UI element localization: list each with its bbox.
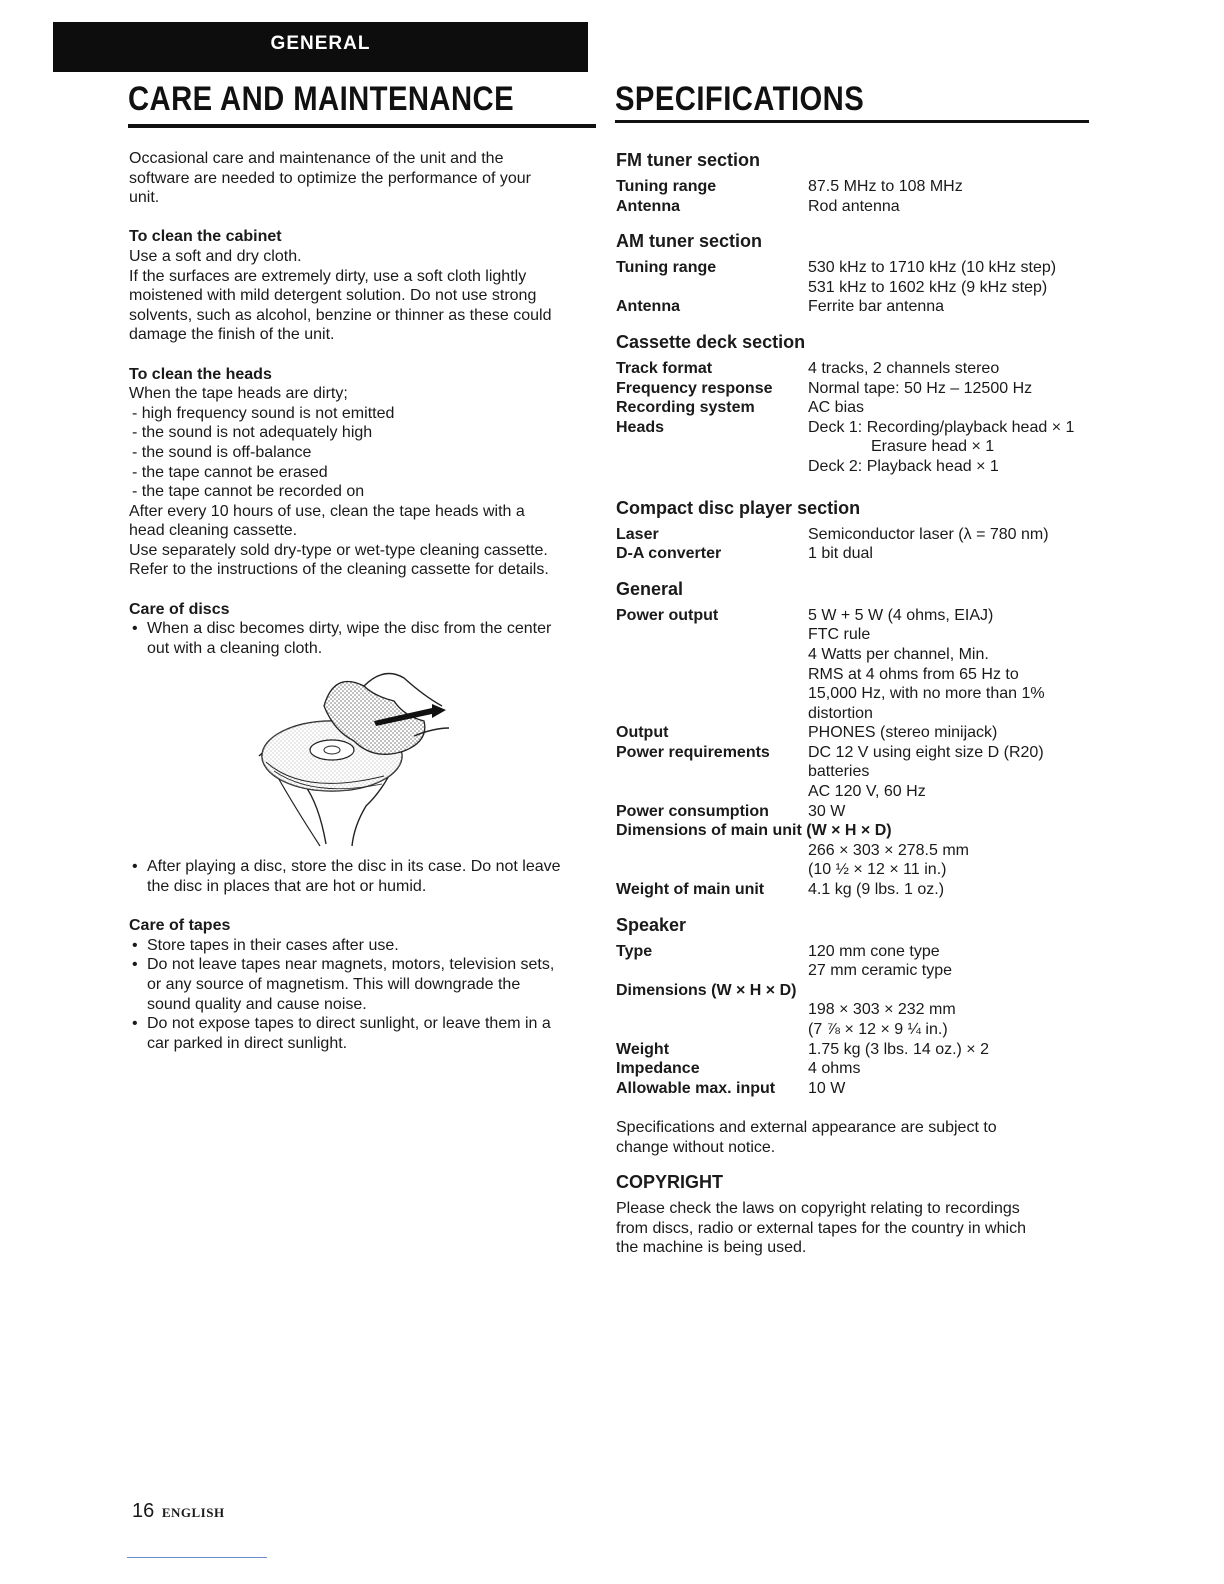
spec-row: Output PHONES (stereo minijack) [616,724,998,742]
cassette-heading: Cassette deck section [616,331,806,352]
spec-row: Tuning range 87.5 MHz to 108 MHz [616,178,963,195]
heads-intro: When the tape heads are dirty; [129,385,348,403]
copyright-line: from discs, radio or external tapes for the country in which [616,1219,1026,1237]
discs-bullet-1: • When a disc becomes dirty, wipe the disc from the center out with a cleaning cloth. [129,619,594,658]
bottom-rule [127,1557,267,1558]
general-heading: General [616,578,684,599]
heads-after: Use separately sold dry-type or wet-type cleaning cassette. [129,541,548,559]
tapes-heading: Care of tapes [129,917,231,935]
spec-row: Weight of main unit 4.1 kg (9 lbs. 1 oz.) [616,881,945,899]
cabinet-line: Use a soft and dry cloth. [129,247,302,265]
spec-row: Power requirements DC 12 V using eight size D (R20) batteries AC 120 V, 60 Hz [616,743,1044,801]
copyright-heading: COPYRIGHT [616,1172,724,1193]
spec-row: Heads Deck 1: Recording/playback head × 1 Erasure head × 1 Deck 2: Playback head × 1 [616,418,1075,475]
fm-heading: FM tuner section [616,150,761,170]
spec-row: 198 × 303 × 232 mm (7 ⅞ × 12 × 9 ¼ in.) [808,1001,956,1038]
care-title-rule [128,124,596,128]
care-intro-2: software are needed to optimize the performance of your [129,169,531,187]
tapes-bullet: • Do not leave tapes near magnets, motors, television sets, or any source of magnetism. This will downgrade the sound quality and cause noise. [129,955,594,1014]
heads-heading: To clean the heads [129,365,272,383]
spec-row: Laser Semiconductor laser (λ = 780 nm) [616,525,1049,543]
heads-item: - high frequency sound is not emitted [132,404,395,422]
notice-line: change without notice. [616,1138,776,1156]
spec-row: Recording system AC bias [616,399,865,417]
heads-item: - the sound is off-balance [132,443,312,461]
heads-after: After every 10 hours of use, clean the tape heads with a [129,502,525,520]
care-intro-3: unit. [129,189,160,207]
page-number: 16 [132,1500,155,1522]
spec-row: Allowable max. input 10 W [616,1079,846,1097]
care-title: CARE AND MAINTENANCE [128,80,515,118]
speaker-heading: Speaker [616,914,687,935]
heads-item: - the tape cannot be recorded on [132,483,365,501]
spec-row: Antenna Rod antenna [616,197,900,215]
cabinet-line: moistened with mild detergent solution. Do not use strong [129,287,537,305]
specs-title-rule [615,120,1089,123]
spec-row: Impedance 4 ohms [616,1060,861,1078]
spec-label: Dimensions of main unit (W × H × D) [616,822,892,840]
specs-title: SPECIFICATIONS [615,80,865,118]
cabinet-line: solvents, such as alcohol, benzine or thinner as these could [129,306,552,324]
copyright-line: Please check the laws on copyright relating to recordings [616,1200,1020,1218]
spec-row: Power consumption 30 W [616,802,846,820]
discs-bullet-2: • After playing a disc, store the disc in its case. Do not leave the disc in places that are hot or humid. [129,857,594,896]
notice-line: Specifications and external appearance are subject to [616,1118,997,1136]
specs-column [616,149,1096,1258]
spec-row: Weight 1.75 kg (3 lbs. 14 oz.) × 2 [616,1040,989,1058]
page-footer [132,1500,225,1523]
spec-row: D-A converter 1 bit dual [616,545,873,563]
tapes-bullet: • Store tapes in their cases after use. [129,936,594,956]
care-column [129,149,594,1053]
spec-row: Track format 4 tracks, 2 channels stereo [616,359,1000,377]
heads-after: head cleaning cassette. [129,522,298,540]
spec-label: Dimensions (W × H × D) [616,981,797,999]
cabinet-line: If the surfaces are extremely dirty, use a soft cloth lightly [129,267,527,285]
spec-row: Type 120 mm cone type 27 mm ceramic type [616,942,953,980]
care-intro-1: Occasional care and maintenance of the unit and the [129,150,504,167]
heads-item: - the tape cannot be erased [132,463,328,481]
heads-item: - the sound is not adequately high [132,424,373,442]
spec-row: 266 × 303 × 278.5 mm (10 ½ × 12 × 11 in.) [808,841,969,879]
cd-heading: Compact disc player section [616,497,861,518]
page-language: ENGLISH [161,1505,225,1520]
cabinet-heading: To clean the cabinet [129,228,282,246]
spec-row: Frequency response Normal tape: 50 Hz – 12500 Hz [616,379,1033,397]
heads-after: Refer to the instructions of the cleaning cassette for details. [129,561,549,579]
disc-cleaning-illustration [254,666,454,851]
spec-row: Antenna Ferrite bar antenna [616,298,945,316]
copyright-line: the machine is being used. [616,1239,807,1257]
cabinet-line: damage the finish of the unit. [129,326,335,344]
spec-row: Tuning range 530 kHz to 1710 kHz (10 kHz step) 531 kHz to 1602 kHz (9 kHz step) [616,259,1057,296]
tapes-bullet: • Do not expose tapes to direct sunlight, or leave them in a car parked in direct sunlight. [129,1014,594,1053]
am-heading: AM tuner section [616,231,763,252]
section-banner: GENERAL [53,22,588,72]
discs-heading: Care of discs [129,600,230,618]
spec-row: Power output 5 W + 5 W (4 ohms, EIAJ) FTC rule 4 Watts per channel, Min. RMS at 4 ohms from 65 Hz to 15,000 Hz, with no more than 1% distortion [616,606,1045,722]
